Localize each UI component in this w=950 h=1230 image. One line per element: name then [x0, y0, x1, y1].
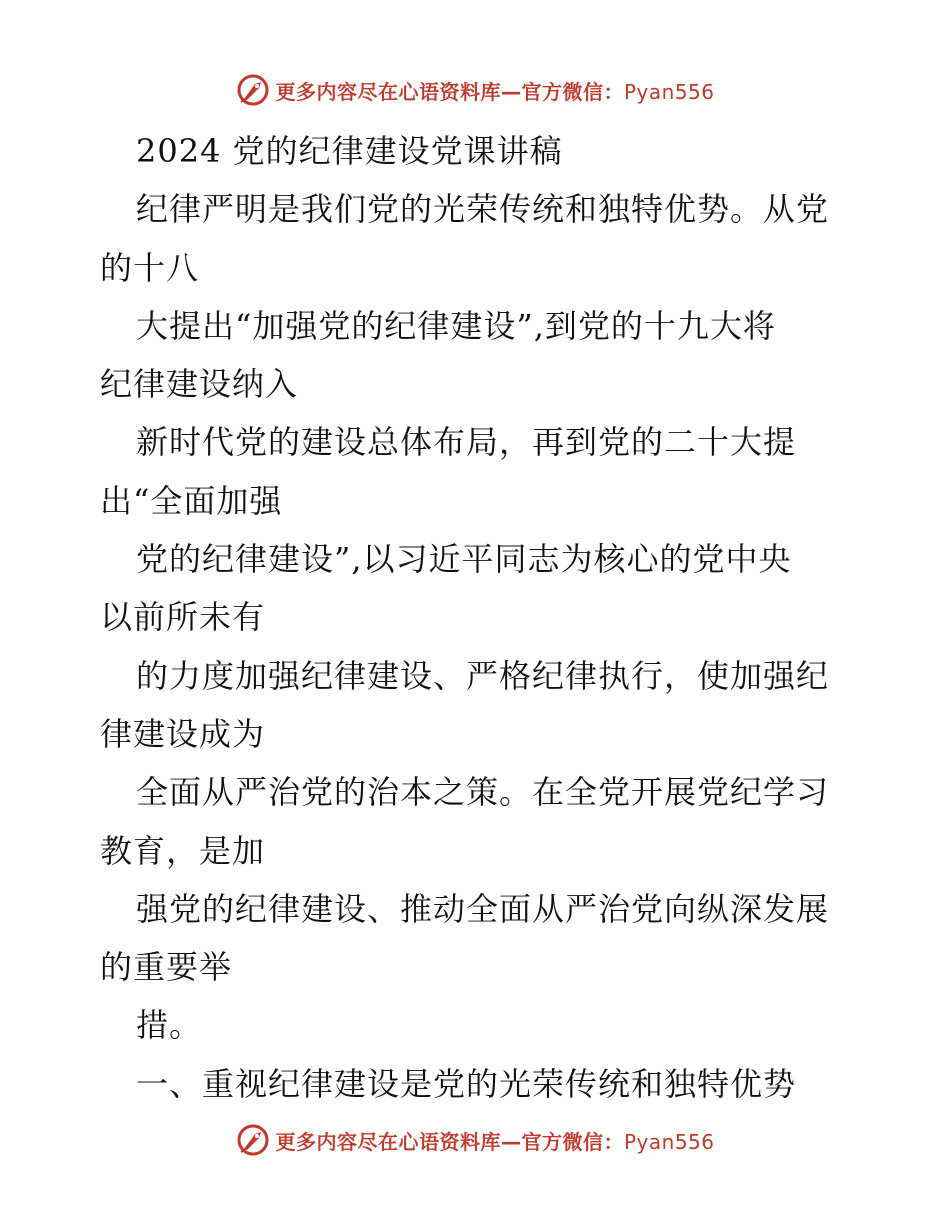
text-line: 强党的纪律建设、推动全面从严治党向纵深发展 — [136, 889, 830, 928]
text-line: 纪律严明是我们党的光荣传统和独特优势。从党 — [136, 190, 830, 229]
pen-nib-seal-icon — [235, 72, 271, 108]
pen-nib-seal-icon — [235, 1122, 271, 1158]
text-line: 出“全面加强 — [100, 481, 283, 520]
watermark-handle: Pyan556 — [623, 79, 715, 104]
text-line: 的重要举 — [100, 948, 233, 987]
watermark-handle: Pyan556 — [623, 1129, 715, 1154]
footer-watermark — [0, 1120, 950, 1160]
watermark-site-text: 更多内容尽在心语资料库—官方微信： — [275, 1129, 624, 1154]
text-line: 纪律建设纳入 — [100, 365, 299, 404]
document-body — [100, 122, 860, 1113]
text-line: 以前所未有 — [100, 598, 266, 637]
text-line: 措。 — [136, 1006, 203, 1045]
text-line: 的十八 — [100, 248, 200, 287]
text-line: 全面从严治党的治本之策。在全党开展党纪学习 — [136, 773, 830, 812]
document-title: 2024 党的纪律建设党课讲稿 — [136, 132, 563, 170]
text-line: 教育，是加 — [100, 831, 266, 870]
text-line: 一、重视纪律建设是党的光荣传统和独特优势 — [136, 1064, 797, 1103]
header-watermark — [0, 70, 950, 110]
text-line: 新时代党的建设总体布局，再到党的二十大提 — [136, 423, 797, 462]
watermark-text — [275, 76, 714, 105]
watermark-site-text: 更多内容尽在心语资料库—官方微信： — [275, 79, 624, 104]
watermark-text — [275, 1126, 714, 1155]
text-line: 大提出“加强党的纪律建设”,到党的十九大将 — [136, 306, 776, 345]
text-line: 律建设成为 — [100, 714, 266, 753]
text-line: 党的纪律建设”,以习近平同志为核心的党中央 — [136, 540, 792, 579]
text-line: 的力度加强纪律建设、严格纪律执行，使加强纪 — [136, 656, 830, 695]
